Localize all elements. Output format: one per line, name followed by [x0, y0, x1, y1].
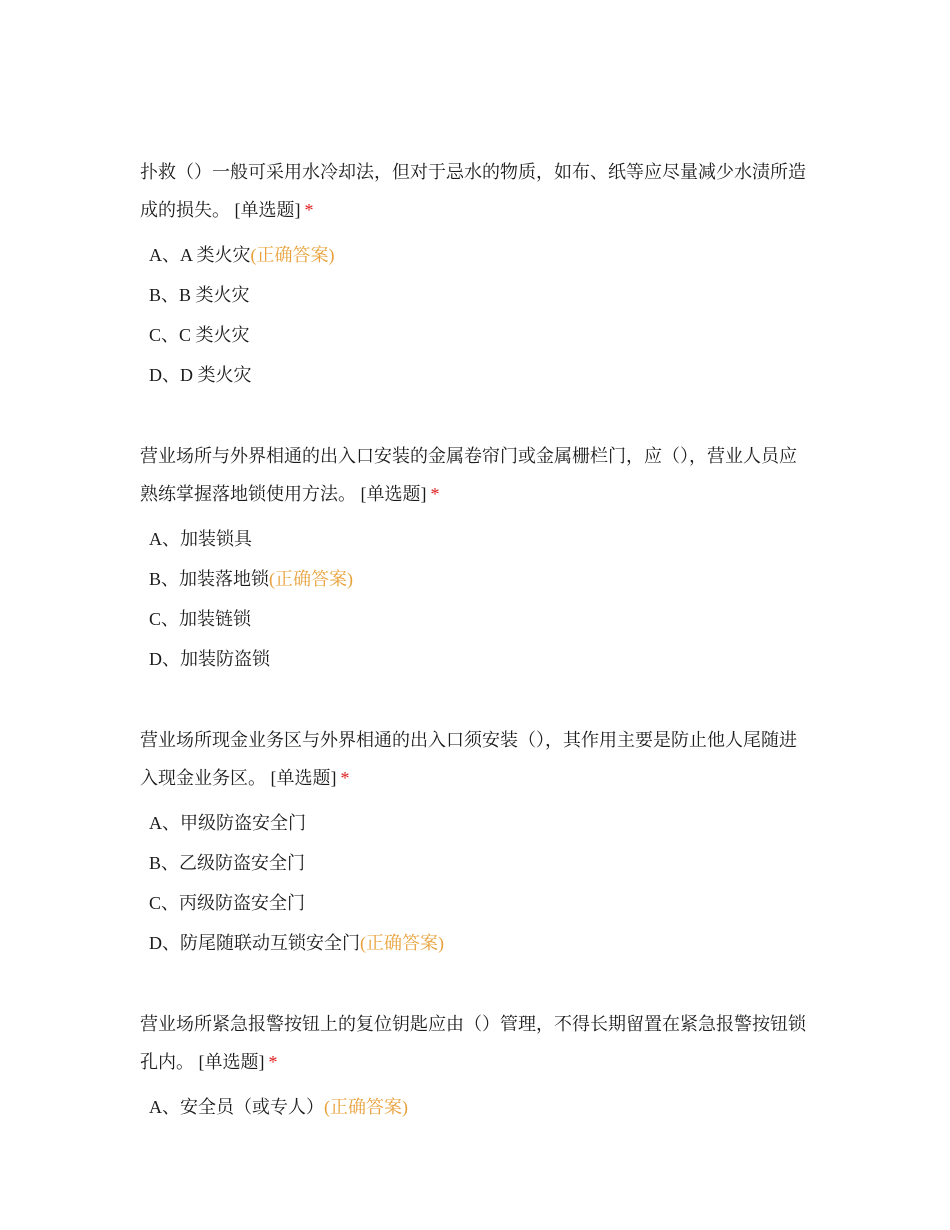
question-type-label: [单选题] — [198, 1052, 265, 1072]
correct-answer-tag: (正确答案) — [324, 1097, 408, 1117]
option-a: A、安全员（或专人）(正确答案) — [149, 1097, 408, 1117]
question-stem: 营业场所紧急报警按钮上的复位钥匙应由（）管理，不得长期留置在紧急报警按钮锁孔内。 — [140, 1014, 806, 1072]
required-marker: * — [268, 1052, 278, 1072]
question-stem: 营业场所与外界相通的出入口安装的金属卷帘门或金属栅栏门，应（），营业人员应熟练掌握落地锁使用方法。 — [140, 446, 797, 504]
correct-answer-tag: (正确答案) — [360, 933, 444, 953]
question-text — [140, 1005, 812, 1081]
question-3 — [140, 721, 812, 963]
option-b: B、乙级防盗安全门 — [149, 853, 306, 873]
correct-answer-tag: (正确答案) — [269, 569, 354, 589]
required-marker: * — [340, 768, 350, 788]
option-d: D、D 类火灾 — [149, 365, 252, 385]
option-d: D、防尾随联动互锁安全门(正确答案) — [149, 933, 444, 953]
question-stem: 扑救（）一般可采用水冷却法，但对于忌水的物质，如布、纸等应尽量减少水渍所造成的损失。 — [140, 162, 806, 220]
required-marker: * — [304, 200, 314, 220]
option-d: D、加装防盗锁 — [149, 649, 270, 669]
option-c: C、C 类火灾 — [149, 325, 250, 345]
question-text — [140, 721, 812, 797]
correct-answer-tag: (正确答案) — [250, 245, 335, 265]
question-stem: 营业场所现金业务区与外界相通的出入口须安装（），其作用主要是防止他人尾随进入现金业务区。 — [140, 730, 797, 788]
question-4 — [140, 1005, 812, 1127]
option-b: B、加装落地锁(正确答案) — [149, 569, 354, 589]
option-c: C、丙级防盗安全门 — [149, 893, 306, 913]
option-a: A、甲级防盗安全门 — [149, 813, 306, 833]
option-a: A、加装锁具 — [149, 529, 252, 549]
question-1 — [140, 153, 812, 395]
question-2 — [140, 437, 812, 679]
question-type-label: [单选题] — [360, 484, 427, 504]
option-a: A、A 类火灾(正确答案) — [149, 245, 335, 265]
question-text — [140, 153, 812, 229]
question-type-label: [单选题] — [234, 200, 301, 220]
option-b: B、B 类火灾 — [149, 285, 250, 305]
question-text — [140, 437, 812, 513]
option-c: C、加装链锁 — [149, 609, 252, 629]
question-type-label: [单选题] — [270, 768, 337, 788]
required-marker: * — [430, 484, 440, 504]
